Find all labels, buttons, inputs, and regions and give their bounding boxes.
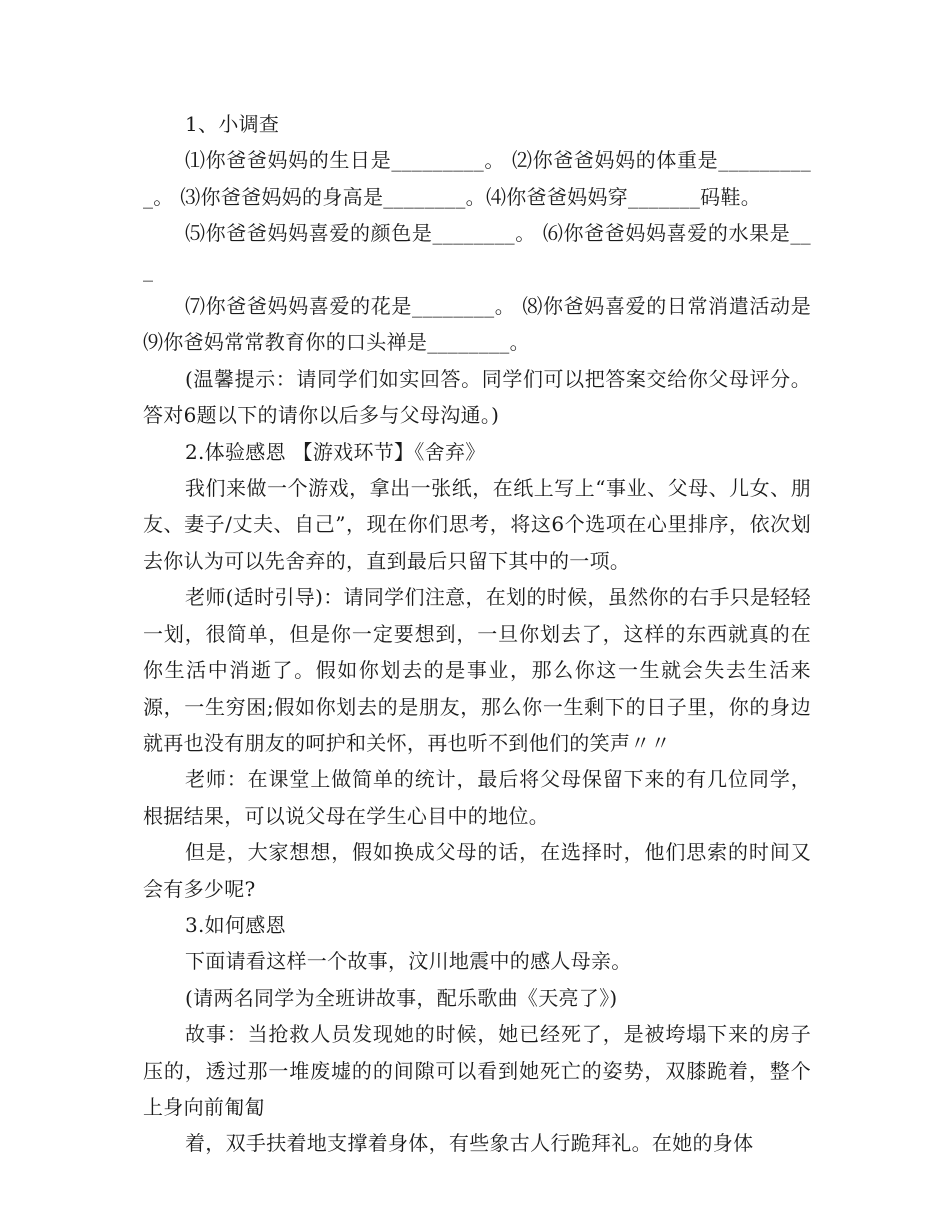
survey-tip: (温馨提示：请同学们如实回答。同学们可以把答案交给你父母评分。答对6题以下的请你以后多与父母沟通。) bbox=[143, 366, 811, 428]
document-page bbox=[143, 106, 818, 1162]
reflection-question: 但是，大家想想，假如换成父母的话，在选择时，他们思索的时间又会有多少呢? bbox=[143, 840, 811, 901]
survey-heading: 1、小调查 bbox=[185, 112, 280, 136]
story-text-1: 故事：当抢救人员发现她的时候，她已经死了，是被垮塌下来的房子压的，透过那一堆废墟的的间隙可以看到她死亡的姿势，双膝跪着，整个上身向前匍匐 bbox=[143, 1022, 811, 1119]
game-instructions: 我们来做一个游戏，拿出一张纸，在纸上写上“事业、父母、儿女、朋友、妻子/丈夫、自己”，现在你们思考，将这6个选项在心里排序，依次划去你认为可以先舍弃的，直到最后只留下其中的一项。 bbox=[143, 476, 811, 573]
survey-questions-7-9: ⑺你爸爸妈妈喜爱的花是________。 ⑻你爸妈喜爱的日常消遣活动是 ⑼你爸妈常常教育你的口头禅是________。 bbox=[143, 294, 818, 355]
section-experience-heading: 2.体验感恩 【游戏环节】《舍弃》 bbox=[185, 439, 486, 464]
section-how-heading: 3.如何感恩 bbox=[185, 912, 286, 937]
story-note: (请两名同学为全班讲故事，配乐歌曲《天亮了》) bbox=[185, 985, 618, 1010]
teacher-statistics: 老师：在课堂上做简单的统计，最后将父母保留下来的有几位同学，根据结果，可以说父母在学生心目中的地位。 bbox=[143, 767, 811, 828]
story-text-2: 着，双手扶着地支撑着身体，有些象古人行跪拜礼。在她的身体 bbox=[185, 1131, 754, 1156]
teacher-guidance: 老师(适时引导)：请同学们注意，在划的时候，虽然你的右手只是轻轻一划，很简单，但是你一定要想到，一旦你划去了，这样的东西就真的在你生活中消逝了。假如你划去的是事业，那么你这一生就会失去生活来源，一生穷困;假如你划去的是朋友，那么你一生剩下的日子里，你的身边就再也没有朋友的呵护和关怀，再也听不到他们的笑声〃〃 bbox=[143, 585, 811, 755]
survey-questions-1-4: ⑴你爸爸妈妈的生日是_________。 ⑵你爸爸妈妈的体重是__________。 ⑶你爸爸妈妈的身高是________。⑷你爸爸妈妈穿_______码鞋。 bbox=[143, 148, 811, 209]
survey-questions-5-6: ⑸你爸爸妈妈喜爱的颜色是________。 ⑹你爸爸妈妈喜爱的水果是___ bbox=[143, 221, 811, 282]
story-intro: 下面请看这样一个故事，汶川地震中的感人母亲。 bbox=[185, 949, 632, 974]
